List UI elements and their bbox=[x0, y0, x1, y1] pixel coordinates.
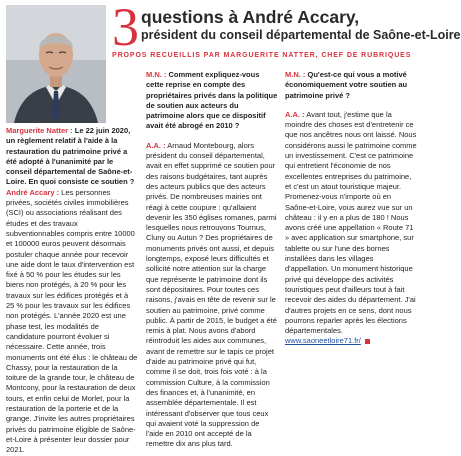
question-2 bbox=[146, 70, 278, 132]
column-1 bbox=[6, 126, 138, 455]
answer-speaker-label: André Accary : bbox=[6, 187, 62, 197]
answer-1 bbox=[6, 188, 138, 456]
question-text: Le 22 juin 2020, un règlement relatif à l'aide à la restauration du patrimoine privé a été adopté à l'unanimité par le conseil départemental de Saône-et-Loire. En quoi consiste ce soutien ? bbox=[6, 126, 135, 187]
portrait-photo bbox=[6, 5, 106, 123]
speaker-label: M.N. : bbox=[146, 70, 167, 79]
answer-3 bbox=[285, 110, 417, 347]
end-of-article-icon bbox=[365, 339, 370, 344]
answer-2 bbox=[146, 141, 278, 450]
answer-text: Avant tout, j'estime que la moindre des choses est d'entretenir ce que nos ancêtres nous ont laissé. Nous considérons aussi le patrimoine comme un investissement. C'est ce patrimoine qui entretient l'économie de nos excellentes entreprises du patrimoine, et c'est un atout touristique majeur. Promenez-vous n'importe où en Saône-et-Loire, vous aurez vue sur un château : il y en a plus de 180 ! Nous avons créé une appellation « Route 71 » avec application sur smartphone, sur tablette ou sur l'une des bornes installées dans les villages d'appellation. Un monument historique privé qui développe des activités touristiques peut d'ailleurs tout à fait recevoir des aides du département. J'ai d'autres projets en ce sens, dont nous pourrons reparler après les élections départementales. bbox=[285, 109, 417, 336]
question-3 bbox=[285, 70, 417, 101]
answer-speaker-label: A.A. : bbox=[285, 109, 305, 119]
question-text: Qu'est-ce qui vous a motivé économiquement votre soutien au patrimoine privé ? bbox=[285, 70, 408, 100]
question-text: Comment expliquez-vous cette reprise en compte des propriétaires privés dans la politique de soutien aux acteurs du patrimoine alors que ce dispositif avait été abrogé en 2010 ? bbox=[146, 70, 278, 131]
answer-text: Arnaud Montebourg, alors président du conseil départemental, avait en effet supprimé ce soutien pour des raisons budgétaires, tant auprès des acteurs publics que des acteurs privés. De nombreuses mairies ont réagi à cette coupure : qu'allaient devenir les 350 églises romanes, parmi lesquelles nous retrouvons Tournus, Cluny ou Autun ? Des propriétaires de monuments privés ont aussi, et depuis longtemps, exposé leurs difficultés et sollicité notre attention sur la charge que représente le patrimoine dont ils sont dépositaires. Pour toutes ces raisons, j'avais en tête de revenir sur le soutien au patrimoine, privé comme public. À partir de 2015, le budget a été remis à plat. Nous avons d'abord réintroduit les aides aux communes, avant de remettre sur le tapis ce projet d'aide au patrimoine privé qui fut, comme il se doit, trois fois voté : à la commission Culture, à la commission des finances et, à l'unanimité, en assemblée départementale. Il est intéressant d'observer que tous ceux qui avaient voté la suppression de l'aide en 2010 ont accepté de la remettre dix ans plus tard. bbox=[146, 140, 277, 449]
speaker-label: M.N. : bbox=[285, 70, 306, 79]
title-headline: questions à André Accary, bbox=[141, 7, 360, 27]
website-link[interactable]: www.saoneetloire71.fr/ bbox=[285, 336, 361, 346]
speaker-label: Marguerite Natter : bbox=[6, 126, 73, 135]
byline: PROPOS RECUEILLIS PAR MARGUERITE NATTER, CHEF DE RUBRIQUES bbox=[112, 52, 412, 59]
answer-text: Les personnes privées, sociétés civiles immobilières (SCI) ou associations réalisant des études et des travaux subventionnables compris entre 10000 et 100000 euros peuvent désormais postuler chaque année pour recevoir une aide dont le taux d'intervention est fixé à 50 % pour les études sur les biens non protégés, à 20 % pour les travaux sur les édifices protégés et à 25 % pour les travaux sur les édifices non protégés. L'année 2020 est une phase test, les modalités de candidature pourront évoluer si nécessaire. Cette année, trois monuments ont été élus : le château de Chassy, pour la restauration de la toiture de la grande tour, le château de Montcony, pour la restauration de deux tours, et enfin celui de Morlet, pour la restauration de la porterie et de la grange. J'invite les autres propriétaires privés du patrimoine éligible de Saône-et-Loire à présenter leur dossier pour 2021. bbox=[6, 187, 138, 455]
column-3 bbox=[285, 70, 417, 347]
column-2 bbox=[146, 70, 278, 449]
answer-speaker-label: A.A. : bbox=[146, 140, 166, 150]
title-number: 3 bbox=[112, 0, 139, 57]
title-subtitle: président du conseil départemental de Saône-et-Loire bbox=[141, 27, 461, 42]
question-1 bbox=[6, 126, 138, 188]
portrait-icon bbox=[6, 5, 106, 123]
